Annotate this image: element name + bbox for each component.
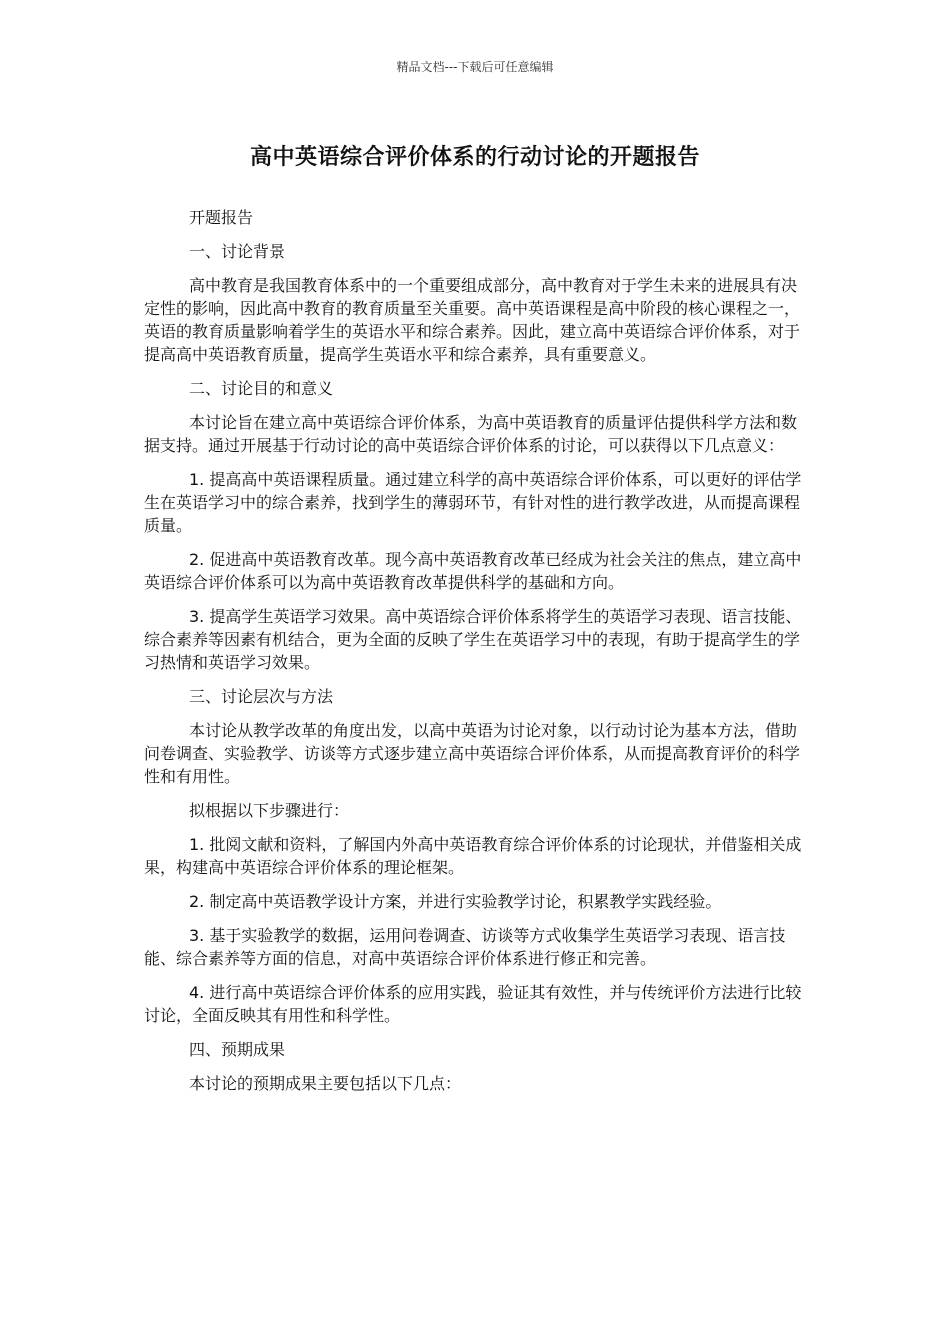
section-heading: 二、讨论目的和意义 [189, 379, 334, 398]
body-paragraph: 本讨论旨在建立高中英语综合评价体系，为高中英语教育的质量评估提供科学方法和数据支持。通过开展基于行动讨论的高中英语综合评价体系的讨论，可以获得以下几点意义： [144, 413, 798, 455]
body-paragraph: 本讨论从教学改革的角度出发，以高中英语为讨论对象，以行动讨论为基本方法，借助问卷调查、实验教学、访谈等方式逐步建立高中英语综合评价体系，从而提高教育评价的科学性和有用性。 [144, 721, 801, 786]
list-item: 1. 批阅文献和资料，了解国内外高中英语教育综合评价体系的讨论现状，并借鉴相关成果，构建高中英语综合评价体系的理论框架。 [144, 835, 802, 877]
document-body [144, 206, 808, 1106]
body-paragraph: 拟根据以下步骤进行： [189, 801, 350, 820]
section-label: 开题报告 [189, 208, 254, 227]
page-header: 精品文档---下载后可任意编辑 [396, 60, 554, 74]
body-paragraph: 高中教育是我国教育体系中的一个重要组成部分，高中教育对于学生未来的进展具有决定性的影响，因此高中教育的教育质量至关重要。高中英语课程是高中阶段的核心课程之一，英语的教育质量影响着学生的英语水平和综合素养。因此，建立高中英语综合评价体系，对于提高高中英语教育质量，提高学生英语水平和综合素养，具有重要意义。 [144, 276, 801, 364]
body-paragraph: 本讨论的预期成果主要包括以下几点： [189, 1074, 462, 1093]
list-item: 4. 进行高中英语综合评价体系的应用实践，验证其有效性，并与传统评价方法进行比较讨论，全面反映其有用性和科学性。 [144, 983, 802, 1025]
list-item: 2. 制定高中英语教学设计方案，并进行实验教学讨论，积累教学实践经验。 [189, 892, 722, 911]
section-heading: 四、预期成果 [189, 1040, 286, 1059]
document-title: 高中英语综合评价体系的行动讨论的开题报告 [249, 145, 700, 170]
list-item: 3. 基于实验教学的数据，运用问卷调查、访谈等方式收集学生英语学习表现、语言技能、综合素养等方面的信息，对高中英语综合评价体系进行修正和完善。 [144, 926, 786, 968]
list-item: 3. 提高学生英语学习效果。高中英语综合评价体系将学生的英语学习表现、语言技能、综合素养等因素有机结合，更为全面的反映了学生在英语学习中的表现，有助于提高学生的学习热情和英语学习效果。 [144, 607, 802, 672]
section-heading: 三、讨论层次与方法 [189, 687, 334, 706]
list-item: 1. 提高高中英语课程质量。通过建立科学的高中英语综合评价体系，可以更好的评估学生在英语学习中的综合素养，找到学生的薄弱环节，有针对性的进行教学改进，从而提高课程质量。 [144, 470, 802, 535]
section-heading: 一、讨论背景 [189, 242, 286, 261]
list-item: 2. 促进高中英语教育改革。现今高中英语教育改革已经成为社会关注的焦点，建立高中英语综合评价体系可以为高中英语教育改革提供科学的基础和方向。 [144, 550, 802, 592]
